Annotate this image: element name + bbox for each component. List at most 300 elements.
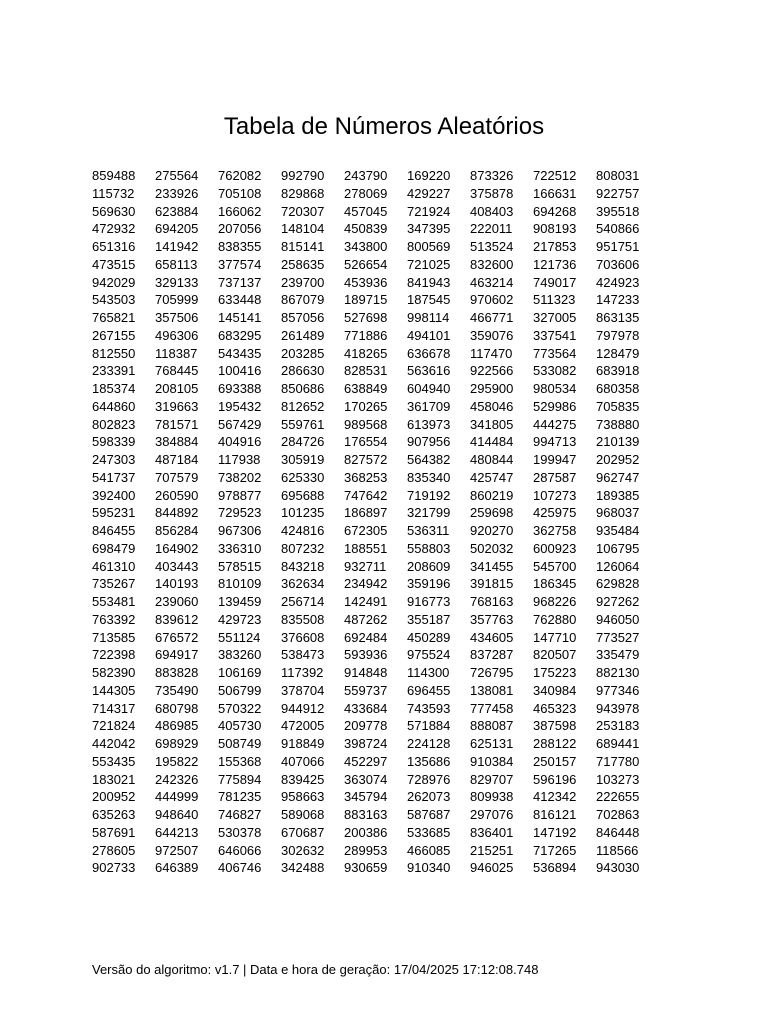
- number-cell: 721924: [407, 203, 451, 219]
- number-cell: 166631: [533, 185, 577, 201]
- number-cell: 275564: [155, 168, 199, 183]
- number-cell: 589068: [281, 807, 325, 822]
- table-row: [92, 717, 652, 735]
- number-cell: 638849: [344, 381, 388, 396]
- number-cell: 768445: [155, 363, 199, 379]
- number-cell: 705835: [596, 398, 640, 414]
- number-cell: 465323: [533, 700, 577, 716]
- number-cell: 994713: [533, 434, 577, 450]
- number-cell: 680798: [155, 700, 199, 716]
- number-cell: 368253: [344, 469, 388, 485]
- table-row: [92, 380, 652, 398]
- number-cell: 384884: [155, 434, 199, 450]
- number-cell: 558803: [407, 540, 451, 556]
- number-cell: 943030: [596, 860, 640, 876]
- number-cell: 832600: [470, 256, 514, 272]
- number-cell: 838355: [218, 239, 262, 254]
- table-row: [92, 167, 652, 185]
- number-cell: 856284: [155, 523, 199, 538]
- number-cell: 765821: [92, 310, 136, 325]
- number-cell: 233391: [92, 363, 136, 379]
- number-cell: 910384: [470, 753, 514, 769]
- number-cell: 295900: [470, 381, 514, 396]
- number-cell: 340984: [533, 682, 577, 698]
- number-cell: 327005: [533, 310, 577, 325]
- number-cell: 361709: [407, 398, 451, 414]
- number-cell: 342488: [281, 860, 325, 876]
- number-cell: 559761: [281, 416, 325, 432]
- number-cell: 412342: [533, 789, 577, 805]
- table-row: [92, 735, 652, 753]
- number-cell: 559737: [344, 682, 388, 698]
- number-cell: 771886: [344, 327, 388, 343]
- number-cell: 450839: [344, 221, 388, 237]
- number-cell: 233926: [155, 185, 199, 201]
- number-cell: 812652: [281, 398, 325, 414]
- table-row: [92, 504, 652, 522]
- number-cell: 145141: [218, 310, 262, 325]
- number-cell: 978877: [218, 487, 262, 503]
- number-cell: 496306: [155, 327, 199, 343]
- number-cell: 922566: [470, 363, 514, 379]
- number-cell: 183021: [92, 771, 136, 787]
- number-cell: 541737: [92, 469, 136, 485]
- number-cell: 473515: [92, 256, 136, 272]
- number-cell: 902733: [92, 860, 136, 876]
- number-cell: 735490: [155, 682, 199, 698]
- number-cell: 253183: [596, 718, 640, 734]
- table-row: [92, 593, 652, 611]
- number-cell: 635263: [92, 807, 136, 822]
- number-cell: 726795: [470, 665, 514, 680]
- number-cell: 222011: [470, 221, 513, 237]
- number-cell: 243790: [344, 168, 388, 183]
- number-cell: 538473: [281, 647, 325, 663]
- number-cell: 452297: [344, 753, 388, 769]
- number-cell: 138081: [470, 682, 514, 698]
- number-cell: 404916: [218, 434, 262, 450]
- number-cell: 319663: [155, 398, 199, 414]
- number-cell: 461310: [92, 558, 136, 574]
- number-cell: 140193: [155, 576, 199, 592]
- number-cell: 450289: [407, 629, 451, 645]
- number-cell: 329133: [155, 274, 199, 290]
- number-cell: 425975: [533, 505, 577, 521]
- number-cell: 800569: [407, 239, 451, 254]
- number-cell: 147192: [533, 824, 577, 840]
- number-cell: 714317: [92, 700, 136, 716]
- number-cell: 860219: [470, 487, 514, 503]
- table-row: [92, 842, 652, 860]
- number-cell: 391815: [470, 576, 514, 592]
- number-cell: 457045: [344, 203, 388, 219]
- number-cell: 117470: [470, 345, 513, 361]
- number-cell: 717780: [596, 753, 640, 769]
- number-cell: 418265: [344, 345, 388, 361]
- number-cell: 629828: [596, 576, 640, 592]
- number-cell: 829868: [281, 185, 325, 201]
- number-cell: 694268: [533, 203, 577, 219]
- number-cell: 383260: [218, 647, 262, 663]
- number-cell: 425747: [470, 469, 514, 485]
- number-cell: 187545: [407, 292, 451, 308]
- number-cell: 200952: [92, 789, 136, 805]
- number-cell: 569630: [92, 203, 136, 219]
- number-cell: 434605: [470, 629, 514, 645]
- number-cell: 914848: [344, 665, 388, 680]
- table-row: [92, 185, 652, 203]
- number-cell: 148104: [281, 221, 325, 237]
- number-cell: 101235: [281, 505, 325, 521]
- number-cell: 600923: [533, 540, 577, 556]
- number-cell: 717265: [533, 842, 577, 858]
- number-cell: 812550: [92, 345, 136, 361]
- table-row: [92, 327, 652, 345]
- number-cell: 918849: [281, 736, 325, 751]
- number-cell: 777458: [470, 700, 514, 716]
- number-cell: 195432: [218, 398, 262, 414]
- number-cell: 743593: [407, 700, 451, 716]
- number-cell: 633448: [218, 292, 262, 308]
- number-cell: 414484: [470, 434, 514, 450]
- number-cell: 106169: [218, 665, 262, 680]
- number-cell: 362634: [281, 576, 325, 592]
- number-cell: 114300: [407, 665, 450, 680]
- number-cell: 536894: [533, 860, 577, 876]
- number-cell: 835508: [281, 611, 325, 627]
- number-cell: 658113: [155, 256, 198, 272]
- number-cell: 337541: [533, 327, 577, 343]
- number-cell: 762880: [533, 611, 577, 627]
- number-cell: 883163: [344, 807, 388, 822]
- number-cell: 262073: [407, 789, 451, 805]
- number-cell: 693388: [218, 381, 262, 396]
- number-cell: 636678: [407, 345, 451, 361]
- number-cell: 378704: [281, 682, 325, 698]
- number-cell: 526654: [344, 256, 388, 272]
- number-cell: 922757: [596, 185, 640, 201]
- table-body: [92, 167, 652, 877]
- number-cell: 407066: [281, 753, 325, 769]
- number-cell: 850686: [281, 381, 325, 396]
- number-cell: 705108: [218, 185, 262, 201]
- number-cell: 596196: [533, 771, 577, 787]
- number-cell: 946050: [596, 611, 640, 627]
- number-cell: 545700: [533, 558, 577, 574]
- number-cell: 444999: [155, 789, 199, 805]
- number-cell: 513524: [470, 239, 514, 254]
- number-cell: 807232: [281, 540, 325, 556]
- number-cell: 302632: [281, 842, 325, 858]
- number-cell: 543503: [92, 292, 136, 308]
- number-cell: 916773: [407, 594, 451, 609]
- number-cell: 644213: [155, 824, 199, 840]
- number-cell: 722512: [533, 168, 577, 183]
- number-cell: 689441: [596, 736, 640, 751]
- number-cell: 927262: [596, 594, 640, 609]
- number-cell: 357506: [155, 310, 199, 325]
- number-cell: 147710: [533, 629, 577, 645]
- number-cell: 406746: [218, 860, 262, 876]
- number-cell: 827572: [344, 452, 388, 467]
- table-row: [92, 540, 652, 558]
- number-cell: 141942: [155, 239, 199, 254]
- number-cell: 563616: [407, 363, 451, 379]
- number-cell: 843218: [281, 558, 325, 574]
- number-cell: 722398: [92, 647, 136, 663]
- number-cell: 625330: [281, 469, 325, 485]
- number-cell: 217853: [533, 239, 577, 254]
- table-row: [92, 469, 652, 487]
- number-cell: 846448: [596, 824, 640, 840]
- number-cell: 472005: [281, 718, 325, 734]
- number-cell: 828531: [344, 363, 388, 379]
- number-cell: 188551: [344, 540, 388, 556]
- number-cell: 387598: [533, 718, 577, 734]
- number-cell: 882130: [596, 665, 640, 680]
- number-cell: 729523: [218, 505, 262, 521]
- number-cell: 284726: [281, 434, 325, 450]
- number-cell: 260590: [155, 487, 199, 503]
- number-cell: 487184: [155, 452, 199, 467]
- number-cell: 972507: [155, 842, 199, 858]
- number-cell: 210139: [596, 434, 640, 450]
- number-cell: 424816: [281, 523, 325, 538]
- number-cell: 186345: [533, 576, 577, 592]
- number-cell: 670687: [281, 824, 325, 840]
- table-row: [92, 345, 652, 363]
- number-cell: 763392: [92, 611, 136, 627]
- number-cell: 735267: [92, 576, 136, 592]
- number-cell: 164902: [155, 540, 199, 556]
- number-cell: 466085: [407, 842, 451, 858]
- number-cell: 781235: [218, 789, 262, 805]
- table-row: [92, 256, 652, 274]
- number-cell: 222655: [596, 789, 640, 805]
- number-cell: 604940: [407, 381, 451, 396]
- number-cell: 511323: [533, 292, 576, 308]
- number-cell: 863135: [596, 310, 640, 325]
- number-cell: 494101: [407, 327, 451, 343]
- number-cell: 683295: [218, 327, 262, 343]
- number-cell: 128479: [596, 345, 640, 361]
- table-row: [92, 274, 652, 292]
- number-cell: 224128: [407, 736, 451, 751]
- number-cell: 403443: [155, 558, 199, 574]
- number-cell: 720307: [281, 203, 325, 219]
- number-cell: 768163: [470, 594, 514, 609]
- number-cell: 186897: [344, 505, 388, 521]
- number-cell: 907956: [407, 434, 451, 450]
- table-row: [92, 771, 652, 789]
- number-cell: 623884: [155, 203, 199, 219]
- number-cell: 199947: [533, 452, 577, 467]
- number-cell: 261489: [281, 327, 325, 343]
- number-cell: 166062: [218, 203, 262, 219]
- number-cell: 980534: [533, 381, 577, 396]
- number-cell: 305919: [281, 452, 325, 467]
- table-row: [92, 433, 652, 451]
- number-cell: 698929: [155, 736, 199, 751]
- number-cell: 935484: [596, 523, 640, 538]
- footer-generation-info: Versão do algoritmo: v1.7 | Data e hora de geração: 17/04/2025 17:12:08.748: [92, 962, 539, 977]
- number-cell: 508749: [218, 736, 262, 751]
- number-cell: 486985: [155, 718, 199, 734]
- table-row: [92, 203, 652, 221]
- number-cell: 185374: [92, 381, 136, 396]
- number-cell: 239700: [281, 274, 325, 290]
- number-cell: 242326: [155, 771, 199, 787]
- table-row: [92, 806, 652, 824]
- number-cell: 728976: [407, 771, 451, 787]
- number-cell: 466771: [470, 310, 514, 325]
- number-cell: 392400: [92, 487, 136, 503]
- number-cell: 321799: [407, 505, 451, 521]
- number-cell: 258635: [281, 256, 325, 272]
- number-cell: 808031: [596, 168, 640, 183]
- number-cell: 551124: [218, 629, 261, 645]
- number-cell: 989568: [344, 416, 388, 432]
- number-cell: 170265: [344, 398, 388, 414]
- number-cell: 433684: [344, 700, 388, 716]
- table-row: [92, 629, 652, 647]
- number-cell: 540866: [596, 221, 640, 237]
- number-cell: 598339: [92, 434, 136, 450]
- number-cell: 564382: [407, 452, 451, 467]
- number-cell: 458046: [470, 398, 514, 414]
- number-cell: 738880: [596, 416, 640, 432]
- table-row: [92, 682, 652, 700]
- number-cell: 738202: [218, 469, 262, 485]
- number-cell: 106795: [596, 540, 640, 556]
- number-cell: 533685: [407, 824, 451, 840]
- number-cell: 267155: [92, 327, 136, 343]
- number-cell: 992790: [281, 168, 325, 183]
- number-cell: 762082: [218, 168, 262, 183]
- table-row: [92, 611, 652, 629]
- number-cell: 250157: [533, 753, 577, 769]
- number-cell: 135686: [407, 753, 451, 769]
- table-row: [92, 398, 652, 416]
- number-cell: 883828: [155, 665, 199, 680]
- number-cell: 781571: [155, 416, 199, 432]
- number-cell: 259698: [470, 505, 514, 521]
- table-row: [92, 362, 652, 380]
- number-cell: 676572: [155, 629, 199, 645]
- number-cell: 359076: [470, 327, 514, 343]
- table-row: [92, 664, 652, 682]
- number-cell: 578515: [218, 558, 262, 574]
- number-cell: 169220: [407, 168, 451, 183]
- number-cell: 944912: [281, 700, 325, 716]
- table-row: [92, 753, 652, 771]
- number-cell: 977346: [596, 682, 640, 698]
- number-cell: 908193: [533, 221, 577, 237]
- number-cell: 345794: [344, 789, 388, 805]
- number-cell: 203285: [281, 345, 325, 361]
- number-cell: 698479: [92, 540, 136, 556]
- number-cell: 472932: [92, 221, 136, 237]
- number-cell: 857056: [281, 310, 325, 325]
- table-row: [92, 309, 652, 327]
- number-cell: 398724: [344, 736, 388, 751]
- number-cell: 444275: [533, 416, 577, 432]
- number-cell: 958663: [281, 789, 325, 805]
- number-cell: 703606: [596, 256, 640, 272]
- number-cell: 810109: [218, 576, 262, 592]
- number-cell: 775894: [218, 771, 262, 787]
- number-cell: 487262: [344, 611, 388, 627]
- number-cell: 844892: [155, 505, 199, 521]
- number-cell: 336310: [218, 540, 262, 556]
- number-cell: 705999: [155, 292, 199, 308]
- number-cell: 920270: [470, 523, 514, 538]
- number-cell: 873326: [470, 168, 514, 183]
- number-cell: 147233: [596, 292, 640, 308]
- number-cell: 747642: [344, 487, 388, 503]
- number-cell: 429723: [218, 611, 262, 627]
- number-cell: 802823: [92, 416, 136, 432]
- table-row: [92, 291, 652, 309]
- number-cell: 117392: [281, 665, 324, 680]
- number-cell: 587687: [407, 807, 451, 822]
- number-cell: 749017: [533, 274, 577, 290]
- table-row: [92, 416, 652, 434]
- number-cell: 702863: [596, 807, 640, 822]
- number-cell: 359196: [407, 576, 451, 592]
- number-cell: 692484: [344, 629, 388, 645]
- number-cell: 646066: [218, 842, 262, 858]
- number-cell: 297076: [470, 807, 514, 822]
- number-cell: 694205: [155, 221, 199, 237]
- number-cell: 506799: [218, 682, 262, 698]
- number-cell: 126064: [596, 558, 640, 574]
- number-cell: 721824: [92, 718, 136, 734]
- table-row: [92, 575, 652, 593]
- number-cell: 453936: [344, 274, 388, 290]
- number-cell: 846455: [92, 523, 136, 538]
- table-row: [92, 558, 652, 576]
- table-row: [92, 451, 652, 469]
- random-numbers-table: [92, 167, 652, 877]
- number-cell: 118566: [596, 842, 639, 858]
- number-cell: 527698: [344, 310, 388, 325]
- number-cell: 942029: [92, 274, 136, 290]
- number-cell: 278605: [92, 842, 136, 858]
- number-cell: 567429: [218, 416, 262, 432]
- number-cell: 121736: [533, 256, 577, 272]
- number-cell: 797978: [596, 327, 640, 343]
- number-cell: 239060: [155, 594, 199, 609]
- number-cell: 543435: [218, 345, 262, 361]
- number-cell: 553481: [92, 594, 136, 609]
- number-cell: 968226: [533, 594, 577, 609]
- number-cell: 355187: [407, 611, 451, 627]
- number-cell: 998114: [407, 310, 450, 325]
- number-cell: 142491: [344, 594, 388, 609]
- number-cell: 839425: [281, 771, 325, 787]
- number-cell: 202952: [596, 452, 640, 467]
- number-cell: 530378: [218, 824, 262, 840]
- number-cell: 289953: [344, 842, 388, 858]
- number-cell: 809938: [470, 789, 514, 805]
- number-cell: 836401: [470, 824, 514, 840]
- number-cell: 587691: [92, 824, 136, 840]
- number-cell: 644860: [92, 398, 136, 414]
- number-cell: 463214: [470, 274, 514, 290]
- table-row: [92, 220, 652, 238]
- number-cell: 651316: [92, 239, 136, 254]
